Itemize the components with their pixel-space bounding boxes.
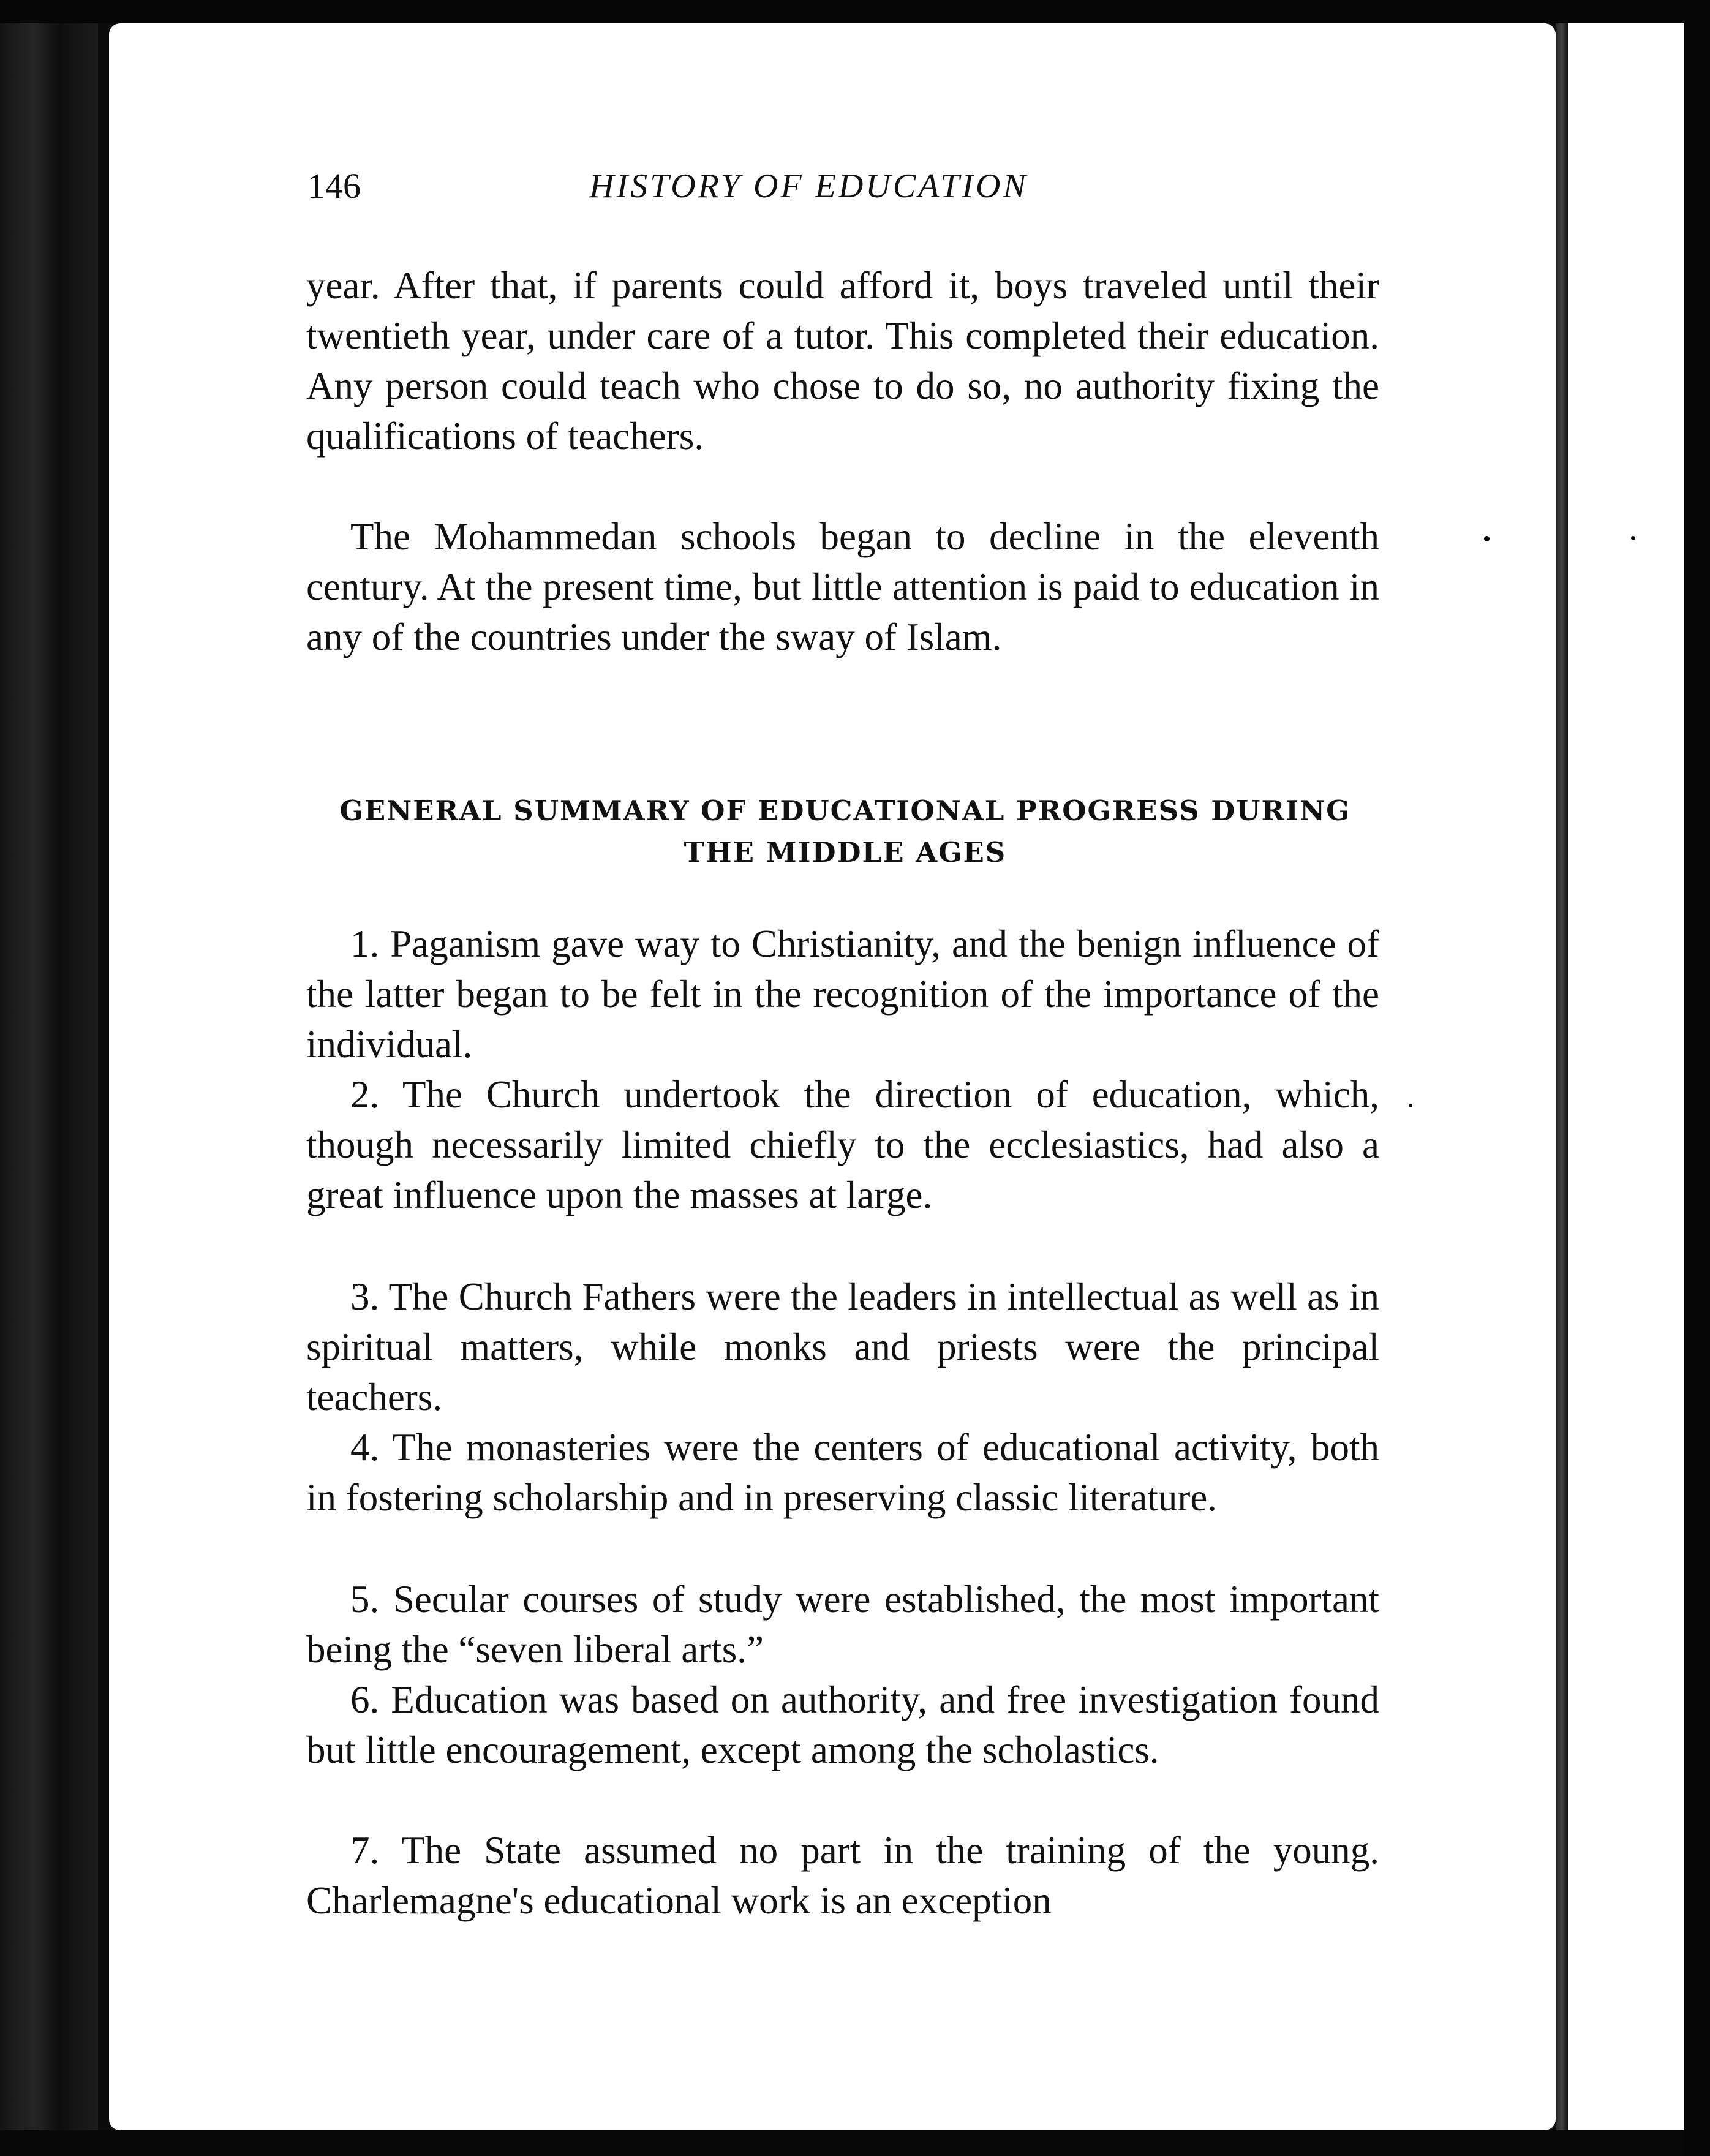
scan-bottom-border (0, 2130, 1710, 2156)
page-number: 146 (307, 166, 361, 206)
paragraph-continued: year. After that, if parents could afford it, boys traveled until their twentieth year, under care of a tutor. This completed their education. Any person could teach who chose to do so, no authority fixing the qualifications of teachers. (306, 264, 1379, 458)
summary-item-1: 1. Paganism gave way to Christianity, and the benign influence of the latter began to be felt in the recognition of the importance of the individual. (306, 922, 1379, 1066)
scan-speck (1409, 1104, 1412, 1107)
scan-speck (1631, 536, 1635, 540)
page-gutter (1556, 23, 1568, 2130)
scan-top-border (0, 0, 1710, 23)
summary-item-6: 6. Education was based on authority, and free investigation found but little encouragement, except among the scholastics. (306, 1678, 1379, 1771)
running-title: HISTORY OF EDUCATION (589, 167, 1028, 205)
next-page-margin (1568, 23, 1684, 2130)
summary-item-3: 3. The Church Fathers were the leaders in intellectual as well as in spiritual matters, while monks and priests were the principal teachers. (306, 1275, 1379, 1419)
summary-item-7: 7. The State assumed no part in the training of the young. Charlemagne's educational work is an exception (306, 1829, 1379, 1922)
summary-item-4: 4. The monasteries were the centers of educational activity, both in fostering scholarship and in preserving classic literature. (306, 1426, 1379, 1519)
summary-item-2: 2. The Church undertook the direction of education, which, though necessarily limited chiefly to the ecclesiastics, had also a great influence upon the masses at large. (306, 1073, 1379, 1216)
running-head (307, 165, 1379, 221)
book-binding-edge (0, 0, 98, 2156)
paragraph-mohammedan-schools: The Mohammedan schools began to decline in the eleventh century. At the present time, but little attention is paid to education in any of the countries under the sway of Islam. (306, 515, 1379, 658)
summary-item-5: 5. Secular courses of study were established, the most important being the “seven liberal arts.” (306, 1578, 1379, 1671)
section-heading (294, 790, 1396, 873)
scan-right-border (1684, 0, 1710, 2156)
section-heading-line-2: THE MIDDLE AGES (684, 836, 1007, 869)
section-heading-line-1: GENERAL SUMMARY OF EDUCATIONAL PROGRESS DURING (339, 794, 1351, 827)
scan-speck (1484, 536, 1490, 541)
